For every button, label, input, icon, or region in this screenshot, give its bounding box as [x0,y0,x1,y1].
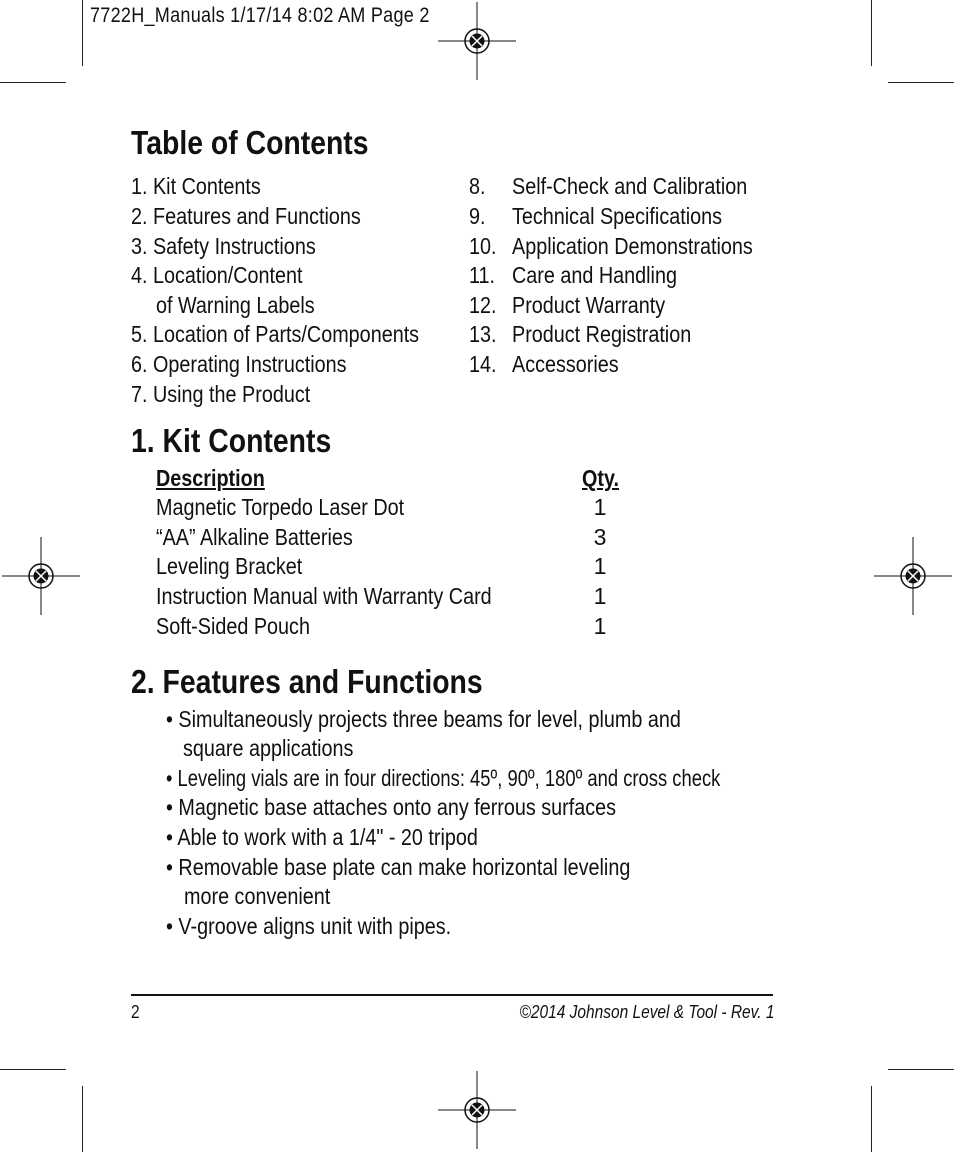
feature-bullet: • V-groove aligns unit with pipes. [166,913,452,939]
toc-num-14: 14. [469,351,497,377]
toc-num-8: 8. [469,173,486,199]
page-number: 2 [131,1002,140,1022]
toc-item-registration[interactable]: Product Registration [512,321,692,347]
toc-item-specs[interactable]: Technical Specifications [512,203,723,229]
kit-row-qty: 1 [593,494,607,520]
feature-bullet: • Removable base plate can make horizontal leveling [166,854,631,880]
toc-item-care[interactable]: Care and Handling [512,262,677,288]
feature-bullet: • Magnetic base attaches onto any ferrous surfaces [166,794,617,820]
kit-row-description: Soft-Sided Pouch [156,613,310,639]
crop-mark-bottom-right-h [888,1069,954,1070]
toc-item-kit-contents[interactable]: 1. Kit Contents [131,173,261,199]
toc-item-using[interactable]: 7. Using the Product [131,381,311,407]
footer-copyright: ©2014 Johnson Level & Tool - Rev. 1 [519,1002,774,1022]
toc-item-self-check[interactable]: Self-Check and Calibration [512,173,748,199]
toc-num-9: 9. [469,203,486,229]
feature-bullet-cont: more convenient [184,883,331,909]
kit-contents-title: 1. Kit Contents [131,422,332,459]
toc-item-safety[interactable]: 3. Safety Instructions [131,233,316,259]
crop-mark-top-right-h [888,82,954,83]
kit-row-description: Leveling Bracket [156,553,303,579]
kit-row-qty: 1 [593,583,607,609]
crop-mark-bottom-right-v [871,1086,872,1152]
feature-bullet: • Simultaneously projects three beams for level, plumb and [166,706,681,732]
crop-mark-bottom-left-v [82,1086,83,1152]
toc-num-13: 13. [469,321,497,347]
feature-bullet: • Leveling vials are in four directions: 45º, 90º, 180º and cross check [166,765,721,791]
crop-mark-top-right-v [871,0,872,66]
toc-item-warranty[interactable]: Product Warranty [512,292,666,318]
registration-mark-icon [874,537,952,615]
toc-item-warning-labels-cont[interactable]: of Warning Labels [156,292,315,318]
registration-mark-icon [2,537,80,615]
kit-row-qty: 1 [593,613,607,639]
toc-item-parts[interactable]: 5. Location of Parts/Components [131,321,420,347]
toc-num-10: 10. [469,233,497,259]
toc-num-12: 12. [469,292,497,318]
toc-item-features[interactable]: 2. Features and Functions [131,203,361,229]
crop-mark-bottom-left-h [0,1069,66,1070]
toc-item-demos[interactable]: Application Demonstrations [512,233,753,259]
toc-item-operating[interactable]: 6. Operating Instructions [131,351,347,377]
feature-bullet-cont: square applications [183,735,354,761]
registration-mark-icon [438,1071,516,1149]
crop-mark-top-left-h [0,82,66,83]
toc-item-accessories[interactable]: Accessories [512,351,619,377]
registration-mark-icon [438,2,516,80]
kit-col-description: Description [156,465,265,491]
feature-bullet: • Able to work with a 1/4" - 20 tripod [166,824,478,850]
kit-row-qty: 3 [593,524,607,550]
kit-col-qty: Qty. [582,465,620,491]
print-slug: 7722H_Manuals 1/17/14 8:02 AM Page 2 [90,4,430,27]
kit-row-description: “AA” Alkaline Batteries [156,524,353,550]
crop-mark-top-left-v [82,0,83,66]
footer-rule [131,994,773,996]
kit-row-qty: 1 [593,553,607,579]
toc-num-11: 11. [469,262,496,288]
features-title: 2. Features and Functions [131,663,483,700]
kit-row-description: Instruction Manual with Warranty Card [156,583,492,609]
toc-item-warning-labels[interactable]: 4. Location/Content [131,262,303,288]
kit-row-description: Magnetic Torpedo Laser Dot [156,494,405,520]
toc-title: Table of Contents [131,124,369,161]
